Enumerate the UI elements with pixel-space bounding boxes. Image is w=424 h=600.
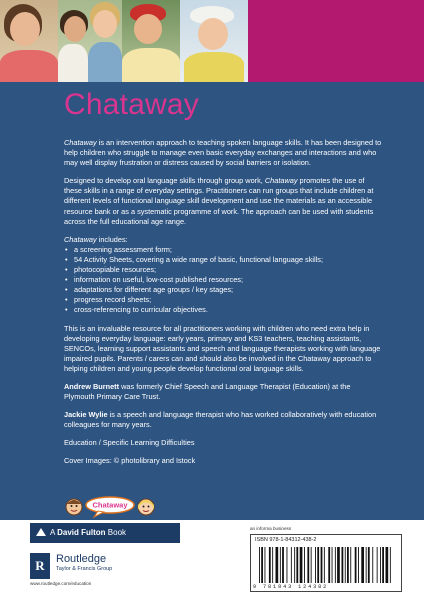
photo-child-girl <box>0 0 58 82</box>
list-item: • adaptations for different age groups / key stages; <box>64 285 382 295</box>
intro-paragraph <box>64 138 382 168</box>
routledge-logo <box>30 551 190 587</box>
intro-title-word: Chataway <box>64 138 97 147</box>
list-item: • 54 Activity Sheets, covering a wide range of basic, functional language skills; <box>64 255 382 265</box>
list-item: • a screening assessment form; <box>64 245 382 255</box>
cover-photo-strip <box>0 0 248 82</box>
author-bio: was formerly Chief Speech and Language Therapist (Education) at the Plymouth Primary Care Trust. <box>64 381 351 402</box>
intro-text: is an intervention approach to teaching spoken language skills. It has been designed to help children who struggle to manage even basic everyday exchanges and interactions and who may well display frustration or distress caused by social barriers or isolation. <box>64 138 382 168</box>
publisher-name: Routledge <box>56 553 107 565</box>
cover-images-credit: Cover Images: © photolibrary and Istock <box>64 456 196 466</box>
routledge-mark-icon: R <box>30 553 50 579</box>
isbn-barcode <box>250 534 402 592</box>
design-paragraph <box>64 176 382 226</box>
book-title: Chataway <box>64 88 200 121</box>
includes-heading <box>64 235 382 245</box>
imprint-suffix: Book <box>105 528 127 537</box>
barcode-bars <box>259 547 393 583</box>
category-line: Education / Specific Learning Difficulties <box>64 438 195 448</box>
author-name: Jackie Wylie <box>64 410 108 420</box>
chataway-logo <box>64 496 184 518</box>
includes-text: includes: <box>96 234 128 244</box>
includes-title-word: Chataway <box>64 234 97 244</box>
magenta-accent-block <box>248 0 424 82</box>
blurb <box>64 138 382 475</box>
author-bio-wylie <box>64 410 382 430</box>
imprint-name: David Fulton <box>57 528 106 537</box>
photo-children-group <box>58 0 122 82</box>
author-bio: is a speech and language therapist who has worked collaboratively with education colleagues for many years. <box>64 410 377 430</box>
photo-child-cap <box>122 0 180 82</box>
author-name: Andrew Burnett <box>64 381 120 391</box>
design-title-word: Chataway <box>264 176 298 186</box>
design-text-after: promotes the use of these skills in a range of everyday settings. Practitioners can run groups that include children at different levels of functional language skill development and use the materials as an accessible resource bank or as a systematic programme of work. The approach can be used with students across the full educational age range. <box>64 176 374 226</box>
design-text-before: Designed to develop oral language skills through group work, <box>64 176 265 186</box>
publisher-group: Taylor & Francis Group <box>56 566 113 572</box>
logo-text: Chataway <box>92 500 128 510</box>
publisher-url: www.routledge.com/education <box>30 581 92 586</box>
photo-child-hat <box>180 0 248 82</box>
list-item: • progress record sheets; <box>64 295 382 305</box>
barcode-digits: 9 781843 124382 <box>253 584 329 590</box>
david-fulton-imprint <box>30 523 180 543</box>
isbn-number: ISBN 978-1-84312-438-2 <box>255 537 317 543</box>
audience-paragraph: This is an invaluable resource for all practitioners working with children who need extra help in developing everyday language: early years, primary and KS3 teachers, teaching assistants, SENCOs, learning support assistants and speech and language therapists working with language impaired pupils. Parents / carers can and should also be involved in the Chataway approach to helping children and young people develop functional oral language skills. <box>64 323 381 373</box>
list-item: • photocopiable resources; <box>64 265 382 275</box>
list-item: • information on useful, low-cost published resources; <box>64 275 382 285</box>
author-bio-burnett <box>64 382 382 402</box>
list-item: • cross-referencing to curricular objectives. <box>64 305 382 315</box>
includes-list <box>64 245 382 316</box>
fulton-triangle-icon <box>36 528 46 536</box>
informa-business: an informa business <box>250 526 292 531</box>
imprint-prefix: A <box>50 528 58 537</box>
